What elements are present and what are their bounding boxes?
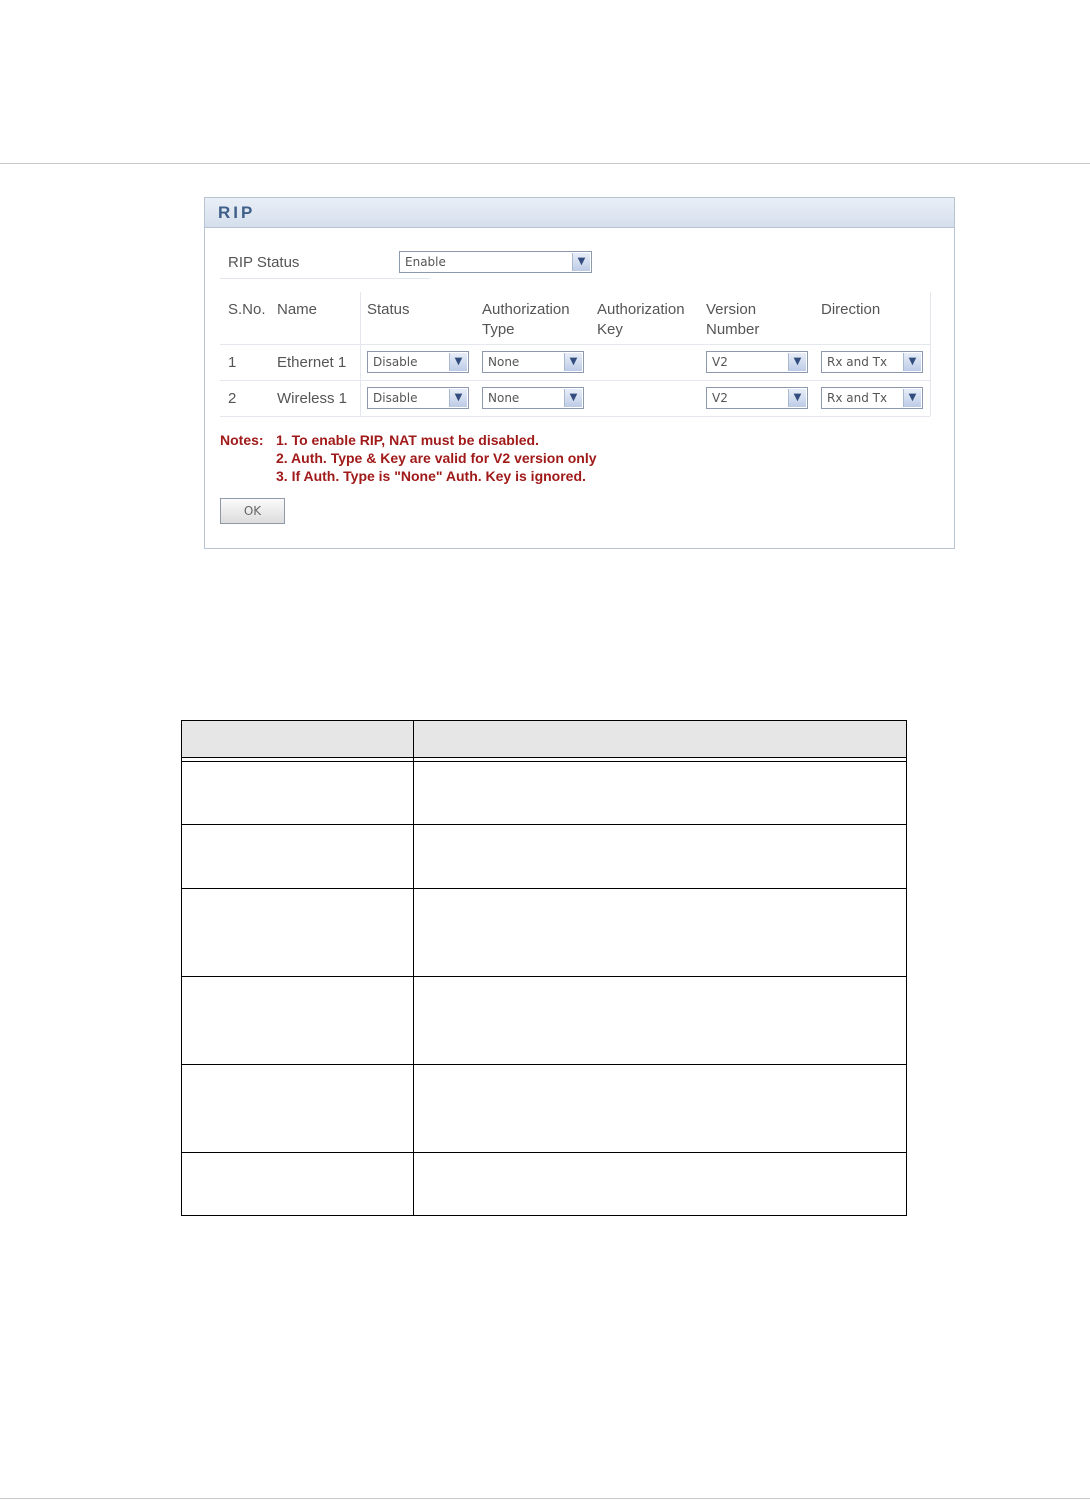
table-border xyxy=(906,720,907,1216)
table-border xyxy=(181,757,907,758)
row2-version-value: V2 xyxy=(712,391,728,405)
note-2: 2. Auth. Type & Key are valid for V2 version only xyxy=(276,450,597,466)
row2-auth-type-value: None xyxy=(488,391,520,405)
row1-version-value: V2 xyxy=(712,355,728,369)
notes-label: Notes: xyxy=(220,432,264,448)
chevron-down-icon[interactable]: ▼ xyxy=(903,353,921,371)
table-border xyxy=(413,720,414,1216)
col-header-sno: S.No. xyxy=(228,301,266,318)
row2-status-select[interactable] xyxy=(367,387,469,409)
chevron-down-icon[interactable]: ▼ xyxy=(788,353,806,371)
row1-direction-value: Rx and Tx xyxy=(827,355,888,369)
col-header-auth-key: Authorization Key xyxy=(597,301,685,338)
chevron-down-icon[interactable]: ▼ xyxy=(564,353,582,371)
table-border xyxy=(181,888,907,889)
row2-status-value: Disable xyxy=(373,391,418,405)
chevron-down-icon[interactable]: ▼ xyxy=(449,389,467,407)
note-3: 3. If Auth. Type is "None" Auth. Key is ignored. xyxy=(276,468,586,484)
table-border xyxy=(181,720,907,721)
row2-version-select[interactable] xyxy=(706,387,808,409)
description-table xyxy=(181,720,907,1216)
rip-status-select[interactable] xyxy=(399,251,592,273)
chevron-down-icon[interactable]: ▼ xyxy=(903,389,921,407)
table-border xyxy=(181,720,182,1216)
panel-title: RIP xyxy=(205,198,954,228)
col-header-version: Version Number xyxy=(706,301,760,338)
col-header-auth-type: Authorization Type xyxy=(482,301,570,338)
row2-direction-value: Rx and Tx xyxy=(827,391,888,405)
row1-auth-type-value: None xyxy=(488,355,520,369)
top-divider xyxy=(0,163,1090,164)
table-border xyxy=(181,976,907,977)
table-header xyxy=(181,720,907,757)
row2-name: Wireless 1 xyxy=(277,390,348,407)
divider xyxy=(220,344,930,345)
row1-status-value: Disable xyxy=(373,355,418,369)
divider xyxy=(220,380,930,381)
col-header-name: Name xyxy=(277,301,318,318)
chevron-down-icon[interactable]: ▼ xyxy=(572,253,590,271)
col-header-direction: Direction xyxy=(821,301,881,318)
divider xyxy=(220,278,430,279)
col-header-status: Status xyxy=(367,301,410,318)
chevron-down-icon[interactable]: ▼ xyxy=(449,353,467,371)
row2-sno: 2 xyxy=(228,390,237,407)
rip-status-value: Enable xyxy=(405,255,446,269)
rip-status-label: RIP Status xyxy=(228,254,300,271)
table-border xyxy=(181,1152,907,1153)
chevron-down-icon[interactable]: ▼ xyxy=(788,389,806,407)
table-border xyxy=(181,1064,907,1065)
note-1: 1. To enable RIP, NAT must be disabled. xyxy=(276,432,539,448)
ok-button[interactable]: OK xyxy=(220,498,285,524)
row1-version-select[interactable] xyxy=(706,351,808,373)
divider xyxy=(360,292,361,416)
row1-sno: 1 xyxy=(228,354,237,371)
table-border xyxy=(181,761,907,762)
table-border xyxy=(181,824,907,825)
chevron-down-icon[interactable]: ▼ xyxy=(564,389,582,407)
table-border xyxy=(181,1215,907,1216)
row2-direction-select[interactable] xyxy=(821,387,923,409)
row1-direction-select[interactable] xyxy=(821,351,923,373)
bottom-divider xyxy=(0,1498,1090,1499)
row1-name: Ethernet 1 xyxy=(277,354,347,371)
row1-status-select[interactable] xyxy=(367,351,469,373)
row2-auth-type-select[interactable] xyxy=(482,387,584,409)
divider xyxy=(930,292,931,416)
divider xyxy=(220,416,930,417)
rip-panel xyxy=(204,197,955,549)
row1-auth-type-select[interactable] xyxy=(482,351,584,373)
